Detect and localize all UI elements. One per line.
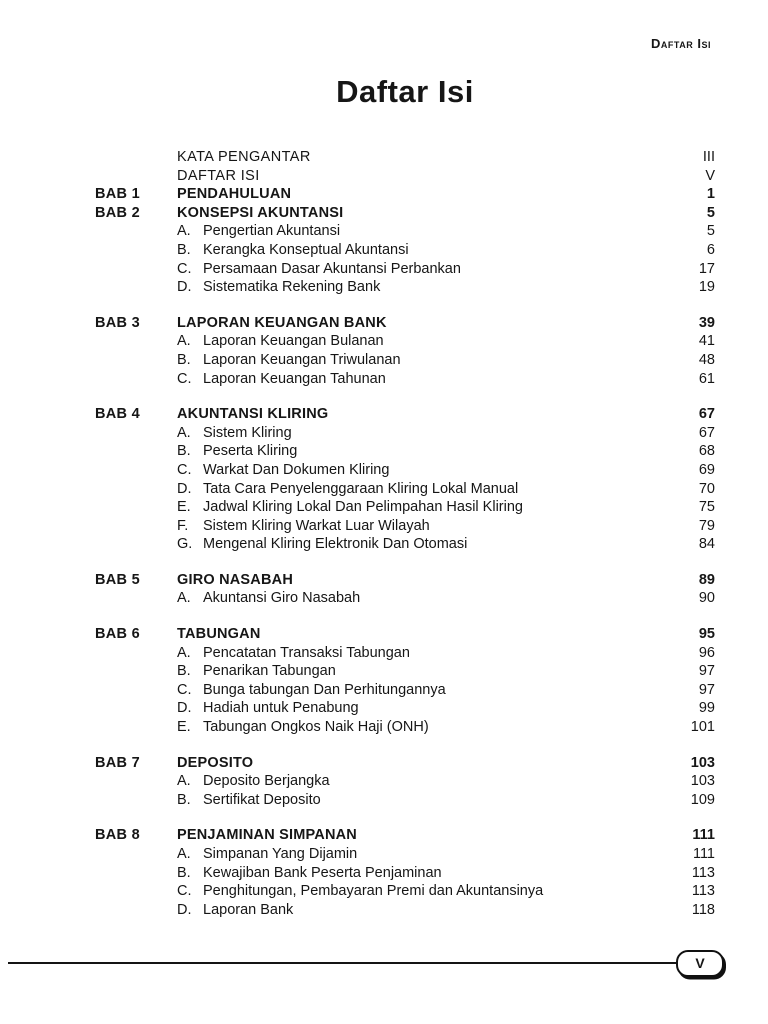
- toc-entry-text: Jadwal Kliring Lokal Dan Pelimpahan Hasil Kliring: [203, 499, 523, 516]
- toc-entry-title: [177, 461, 669, 480]
- toc-row: [95, 442, 715, 461]
- toc-entry-title: [177, 222, 669, 241]
- toc-entry-title: [177, 517, 669, 536]
- toc-entry-title: [177, 589, 669, 608]
- toc-entry-title: [177, 278, 669, 297]
- toc-entry-text: PENDAHULUAN: [177, 186, 292, 203]
- toc-row: [95, 845, 715, 864]
- toc-entry-text: Pencatatan Transaksi Tabungan: [203, 644, 410, 661]
- toc-entry-text: Sertifikat Deposito: [203, 791, 321, 808]
- toc-entry-text: Laporan Keuangan Tahunan: [203, 370, 386, 387]
- toc-row: [95, 535, 715, 554]
- toc-row: [95, 278, 715, 297]
- toc-entry-text: GIRO NASABAH: [177, 571, 293, 588]
- toc-entry-text: Sistematika Rekening Bank: [203, 279, 381, 296]
- toc-row: [95, 351, 715, 370]
- toc-row: [95, 185, 715, 204]
- toc-entry-text: Sistem Kliring Warkat Luar Wilayah: [203, 517, 430, 534]
- toc-page-number: 67: [698, 406, 715, 423]
- toc-entry-text: DAFTAR ISI: [177, 167, 260, 184]
- toc-entry-text: Laporan Bank: [203, 901, 294, 918]
- toc-row: [95, 167, 715, 186]
- toc-row: [95, 699, 715, 718]
- toc-item-letter: C.: [177, 681, 192, 698]
- toc-chapter-label: BAB 4: [95, 406, 141, 423]
- toc-item-letter: E.: [177, 719, 191, 736]
- toc-item-letter: B.: [177, 791, 191, 808]
- toc-page-number: 70: [698, 480, 715, 497]
- toc-entry-text: Peserta Kliring: [203, 443, 298, 460]
- toc-entry-title: [177, 167, 669, 186]
- toc-entry-title: [177, 882, 669, 901]
- toc-page-number: 103: [690, 754, 715, 771]
- toc-item-letter: B.: [177, 663, 191, 680]
- toc-row: [95, 754, 715, 773]
- toc-entry-text: Pengertian Akuntansi: [203, 223, 341, 240]
- toc-entry-title: [177, 498, 669, 517]
- toc-entry-text: Warkat Dan Dokumen Kliring: [203, 461, 390, 478]
- toc-page-number: 61: [698, 370, 715, 387]
- toc-entry-title: [177, 314, 669, 333]
- toc-row: [95, 241, 715, 260]
- toc-page-number: 79: [698, 517, 715, 534]
- toc-row: [95, 589, 715, 608]
- toc-page-number: 67: [698, 424, 715, 441]
- toc-entry-title: [177, 845, 669, 864]
- toc-entry-title: [177, 442, 669, 461]
- running-header: Daftar Isi: [651, 36, 711, 51]
- toc-item-letter: D.: [177, 480, 192, 497]
- toc-entry-title: [177, 332, 669, 351]
- toc-page-number: 75: [698, 499, 715, 516]
- toc-page-number: 103: [690, 773, 715, 790]
- toc-entry-text: PENJAMINAN SIMPANAN: [177, 827, 357, 844]
- page-footer: [8, 947, 724, 979]
- toc-row: [95, 662, 715, 681]
- toc-row: [95, 405, 715, 424]
- toc-entry-title: [177, 571, 669, 590]
- toc-entry-text: KATA PENGANTAR: [177, 149, 311, 165]
- toc-page-number: 118: [691, 901, 715, 918]
- toc-entry-text: Tata Cara Penyelenggaraan Kliring Lokal Manual: [203, 480, 519, 497]
- toc-row: [95, 517, 715, 536]
- toc-entry-text: Kerangka Konseptual Akuntansi: [203, 241, 409, 258]
- toc-page-number: 69: [698, 461, 715, 478]
- toc-page-number: 19: [698, 279, 715, 296]
- toc-entry-text: Sistem Kliring: [203, 424, 292, 441]
- toc-item-letter: B.: [177, 351, 191, 368]
- toc-row: [95, 826, 715, 845]
- toc-page-number: 89: [698, 571, 715, 588]
- toc-row: [95, 791, 715, 810]
- toc-chapter-label: BAB 5: [95, 571, 141, 588]
- toc-entry-title: [177, 535, 669, 554]
- toc-page-number: 17: [698, 260, 715, 277]
- toc-entry-title: [177, 405, 669, 424]
- toc-row: [95, 718, 715, 737]
- toc-entry-title: [177, 901, 669, 920]
- toc-page-number: 90: [698, 590, 715, 607]
- toc-row: [95, 498, 715, 517]
- toc-item-letter: D.: [177, 279, 192, 296]
- toc-page-number: 6: [706, 241, 715, 258]
- toc-row: [95, 772, 715, 791]
- toc-item-letter: A.: [177, 223, 191, 240]
- toc-item-letter: C.: [177, 370, 192, 387]
- toc-row: [95, 222, 715, 241]
- toc-page-number: 113: [691, 864, 715, 881]
- toc-entry-title: [177, 148, 669, 167]
- toc-item-letter: C.: [177, 260, 192, 277]
- toc-entry-text: LAPORAN KEUANGAN BANK: [177, 314, 387, 331]
- toc-page-number: 5: [706, 223, 715, 240]
- toc-item-letter: G.: [177, 536, 193, 553]
- toc-entry-text: Mengenal Kliring Elektronik Dan Otomasi: [203, 536, 468, 553]
- toc-item-letter: C.: [177, 883, 192, 900]
- toc-page-number: 113: [691, 883, 715, 900]
- page-title: Daftar Isi: [336, 74, 474, 109]
- toc-row: [95, 314, 715, 333]
- toc-entry-text: Persamaan Dasar Akuntansi Perbankan: [203, 260, 461, 277]
- toc-row: [95, 864, 715, 883]
- toc-entry-title: [177, 370, 669, 389]
- toc-entry-text: Penghitungan, Pembayaran Premi dan Akuntansinya: [203, 883, 544, 900]
- toc-entry-text: Penarikan Tabungan: [203, 663, 336, 680]
- toc-item-letter: A.: [177, 590, 191, 607]
- toc-chapter-label: BAB 6: [95, 626, 141, 643]
- toc-row: [95, 424, 715, 443]
- toc-item-letter: A.: [177, 773, 191, 790]
- toc-row: [95, 204, 715, 223]
- toc-page-number: 84: [698, 536, 715, 553]
- toc-row: [95, 644, 715, 663]
- toc-page-number: 5: [706, 204, 715, 221]
- toc-list: [95, 148, 715, 919]
- toc-row: [95, 901, 715, 920]
- toc-entry-text: Hadiah untuk Penabung: [203, 700, 359, 717]
- toc-page-number: 111: [692, 827, 715, 844]
- toc-page-number: III: [702, 149, 715, 165]
- toc-chapter-label: BAB 8: [95, 827, 141, 844]
- toc-item-letter: D.: [177, 700, 192, 717]
- toc-page-number: 109: [690, 791, 715, 808]
- toc-page-number: V: [705, 167, 715, 184]
- toc-page-number: 97: [698, 663, 715, 680]
- toc-item-letter: E.: [177, 499, 191, 516]
- toc-chapter-label: BAB 2: [95, 204, 141, 221]
- toc-page-number: 101: [690, 719, 715, 736]
- toc-entry-title: [177, 754, 669, 773]
- toc-page-number: 96: [698, 644, 715, 661]
- toc-page-number: 99: [698, 700, 715, 717]
- toc-entry-text: Akuntansi Giro Nasabah: [203, 590, 361, 607]
- toc-entry-text: Simpanan Yang Dijamin: [203, 846, 358, 862]
- toc-item-letter: D.: [177, 901, 192, 918]
- toc-item-letter: A.: [177, 333, 191, 350]
- toc-item-letter: A.: [177, 846, 191, 862]
- toc-entry-title: [177, 662, 669, 681]
- toc-row: [95, 681, 715, 700]
- toc-entry-title: [177, 644, 669, 663]
- toc-entry-text: Laporan Keuangan Bulanan: [203, 333, 384, 350]
- toc-page-number: 41: [698, 333, 715, 350]
- toc-entry-title: [177, 351, 669, 370]
- toc-row: [95, 625, 715, 644]
- toc-page-number: 111: [692, 846, 715, 862]
- toc-entry-title: [177, 718, 669, 737]
- toc-item-letter: A.: [177, 424, 191, 441]
- toc-entry-text: Laporan Keuangan Triwulanan: [203, 351, 401, 368]
- toc-entry-text: Bunga tabungan Dan Perhitungannya: [203, 681, 446, 698]
- toc-page-number: 95: [698, 626, 715, 643]
- toc-page-number: 97: [698, 681, 715, 698]
- toc-chapter-label: BAB 1: [95, 186, 141, 203]
- toc-entry-title: [177, 424, 669, 443]
- toc-item-letter: B.: [177, 241, 191, 258]
- toc-row: [95, 260, 715, 279]
- toc-row: [95, 370, 715, 389]
- toc-chapter-label: BAB 7: [95, 754, 141, 771]
- toc-row: [95, 461, 715, 480]
- toc-page-number: 1: [706, 186, 715, 203]
- toc-row: [95, 332, 715, 351]
- toc-entry-text: Deposito Berjangka: [203, 773, 330, 790]
- toc-page-number: 48: [698, 351, 715, 368]
- toc-entry-title: [177, 625, 669, 644]
- toc-entry-text: TABUNGAN: [177, 626, 261, 643]
- toc-entry-title: [177, 699, 669, 718]
- toc-page-number: 39: [698, 314, 715, 331]
- toc-item-letter: A.: [177, 644, 191, 661]
- toc-entry-text: Kewajiban Bank Peserta Penjaminan: [203, 864, 442, 881]
- toc-entry-text: DEPOSITO: [177, 754, 254, 771]
- toc-entry-title: [177, 260, 669, 279]
- toc-entry-text: AKUNTANSI KLIRING: [177, 406, 329, 423]
- footer-rule: [8, 962, 676, 964]
- toc-item-letter: C.: [177, 461, 192, 478]
- toc-entry-title: [177, 791, 669, 810]
- toc-entry-text: KONSEPSI AKUNTANSI: [177, 204, 344, 221]
- toc-entry-title: [177, 480, 669, 499]
- toc-row: [95, 571, 715, 590]
- toc-item-letter: F.: [177, 517, 189, 534]
- toc-entry-title: [177, 864, 669, 883]
- toc-entry-text: Tabungan Ongkos Naik Haji (ONH): [203, 719, 429, 736]
- toc-entry-title: [177, 772, 669, 791]
- toc-row: [95, 882, 715, 901]
- toc-item-letter: B.: [177, 864, 191, 881]
- toc-row: [95, 480, 715, 499]
- page-number-badge: V: [676, 950, 724, 977]
- toc-page-number: 68: [698, 443, 715, 460]
- toc-entry-title: [177, 681, 669, 700]
- toc-chapter-label: BAB 3: [95, 314, 141, 331]
- toc-entry-title: [177, 185, 669, 204]
- toc-item-letter: B.: [177, 443, 191, 460]
- toc-entry-title: [177, 204, 669, 223]
- toc-entry-title: [177, 241, 669, 260]
- toc-row: [95, 148, 715, 167]
- toc-entry-title: [177, 826, 669, 845]
